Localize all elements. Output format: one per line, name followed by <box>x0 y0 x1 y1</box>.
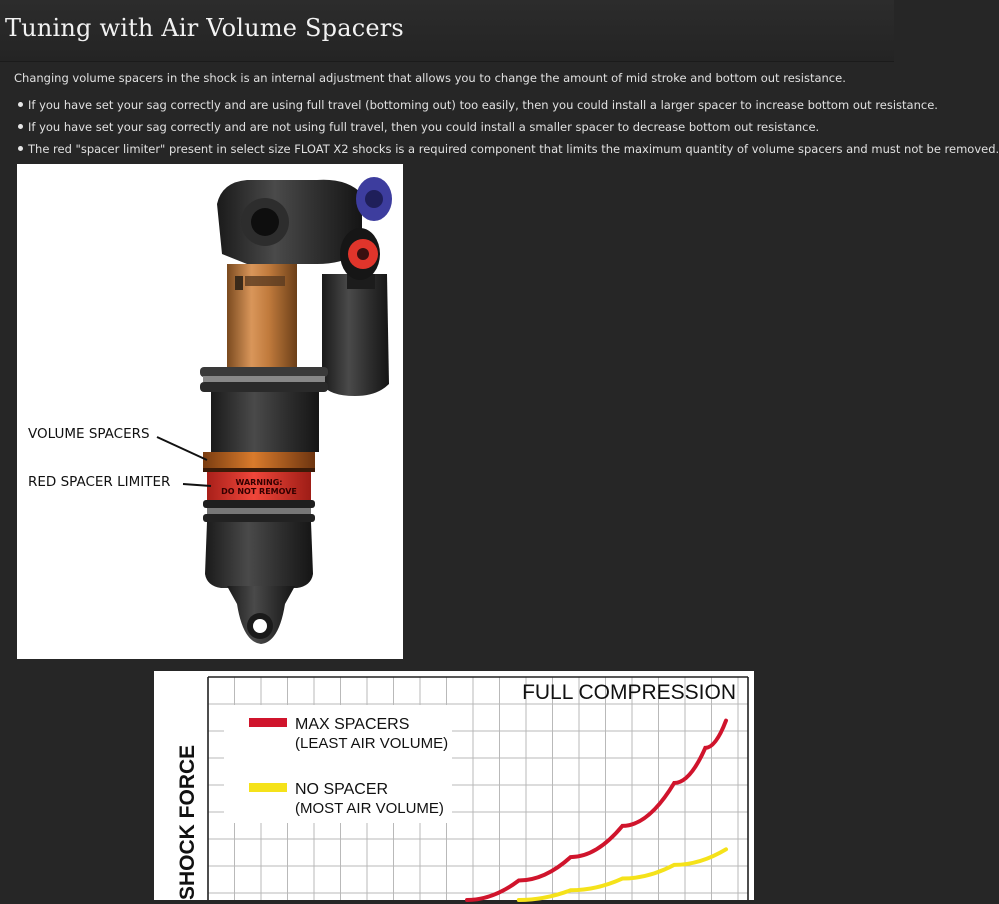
legend-label: NO SPACER <box>295 781 389 798</box>
legend-swatch <box>249 718 287 727</box>
legend-sublabel: (MOST AIR VOLUME) <box>295 800 444 817</box>
legend-label: MAX SPACERS <box>295 716 410 733</box>
legend-swatch <box>249 783 287 792</box>
legend-sublabel: (LEAST AIR VOLUME) <box>295 735 449 752</box>
series-line-no-spacer <box>519 849 726 900</box>
page-header <box>0 0 894 62</box>
warning-line2: DO NOT REMOVE <box>221 487 297 496</box>
tips-list <box>14 97 999 163</box>
chart-svg <box>154 671 754 900</box>
shock-drawing <box>17 164 403 659</box>
callout-volume-spacers: VOLUME SPACERS <box>28 426 150 442</box>
warning-line1: WARNING: <box>235 478 283 487</box>
shock-illustration <box>17 164 403 659</box>
page-title: Tuning with Air Volume Spacers <box>5 14 404 42</box>
y-axis-label: SHOCK FORCE <box>176 744 199 900</box>
list-item: If you have set your sag correctly and are not using full travel, then you could install a smaller spacer to decrease bottom out resistance. <box>14 119 999 141</box>
callout-red-spacer-limiter: RED SPACER LIMITER <box>28 474 171 490</box>
force-curve-chart <box>154 671 754 900</box>
series-line-max-spacers <box>467 721 726 900</box>
list-item: The red "spacer limiter" present in select size FLOAT X2 shocks is a required component that limits the maximum quantity of volume spacers and must not be removed. <box>14 141 999 163</box>
intro-paragraph: Changing volume spacers in the shock is an internal adjustment that allows you to change the amount of mid stroke and bottom out resistance. <box>14 71 846 85</box>
chart-title: FULL COMPRESSION <box>522 681 736 704</box>
list-item: If you have set your sag correctly and are using full travel (bottoming out) too easily, then you could install a larger spacer to increase bottom out resistance. <box>14 97 999 119</box>
